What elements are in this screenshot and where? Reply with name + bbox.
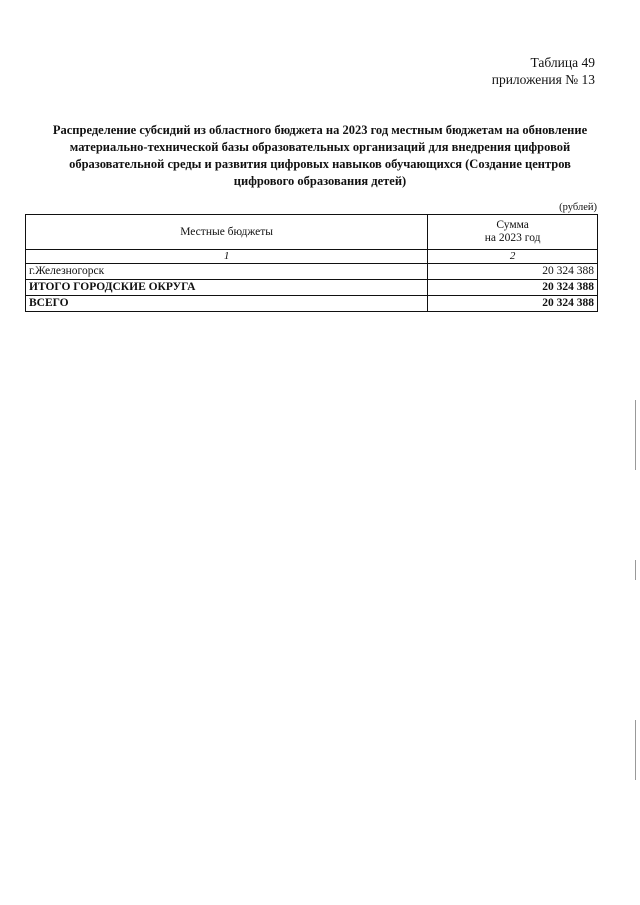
table-number: Таблица 49 [530, 55, 595, 70]
row-amount: 20 324 388 [428, 280, 598, 296]
table-row [26, 264, 598, 280]
row-name: ВСЕГО [26, 296, 428, 312]
scan-edge-mark [635, 720, 636, 780]
title-line-3: образовательной среды и развития цифровых навыков обучающихся (Создание центров [69, 157, 571, 171]
document-title [24, 122, 616, 190]
title-line-4: цифрового образования детей) [233, 174, 407, 188]
column-number-2: 2 [428, 250, 598, 264]
row-name: ИТОГО ГОРОДСКИЕ ОКРУГА [26, 280, 428, 296]
header-amount [428, 215, 598, 250]
scan-edge-mark [635, 400, 636, 470]
header-amount-line-2: на 2023 год [484, 232, 541, 244]
title-line-1: Распределение субсидий из областного бюджета на 2023 год местным бюджетам на обновление [52, 123, 588, 137]
table-row-total [26, 296, 598, 312]
budget-table [25, 214, 598, 312]
header-local-budgets: Местные бюджеты [26, 215, 428, 250]
title-line-2: материально-технической базы образовательных организаций для внедрения цифровой [69, 140, 571, 154]
table-header-row [26, 215, 598, 250]
table-row-subtotal [26, 280, 598, 296]
header-amount-line-1: Сумма [496, 219, 529, 231]
appendix-number: приложения № 13 [491, 72, 595, 87]
column-numbering-row [26, 250, 598, 264]
unit-label: (рублей) [559, 202, 597, 213]
table-reference [492, 54, 595, 88]
row-amount: 20 324 388 [428, 296, 598, 312]
column-number-1: 1 [26, 250, 428, 264]
row-name: г.Железногорск [26, 264, 428, 280]
row-amount: 20 324 388 [428, 264, 598, 280]
scan-edge-mark [635, 560, 636, 580]
